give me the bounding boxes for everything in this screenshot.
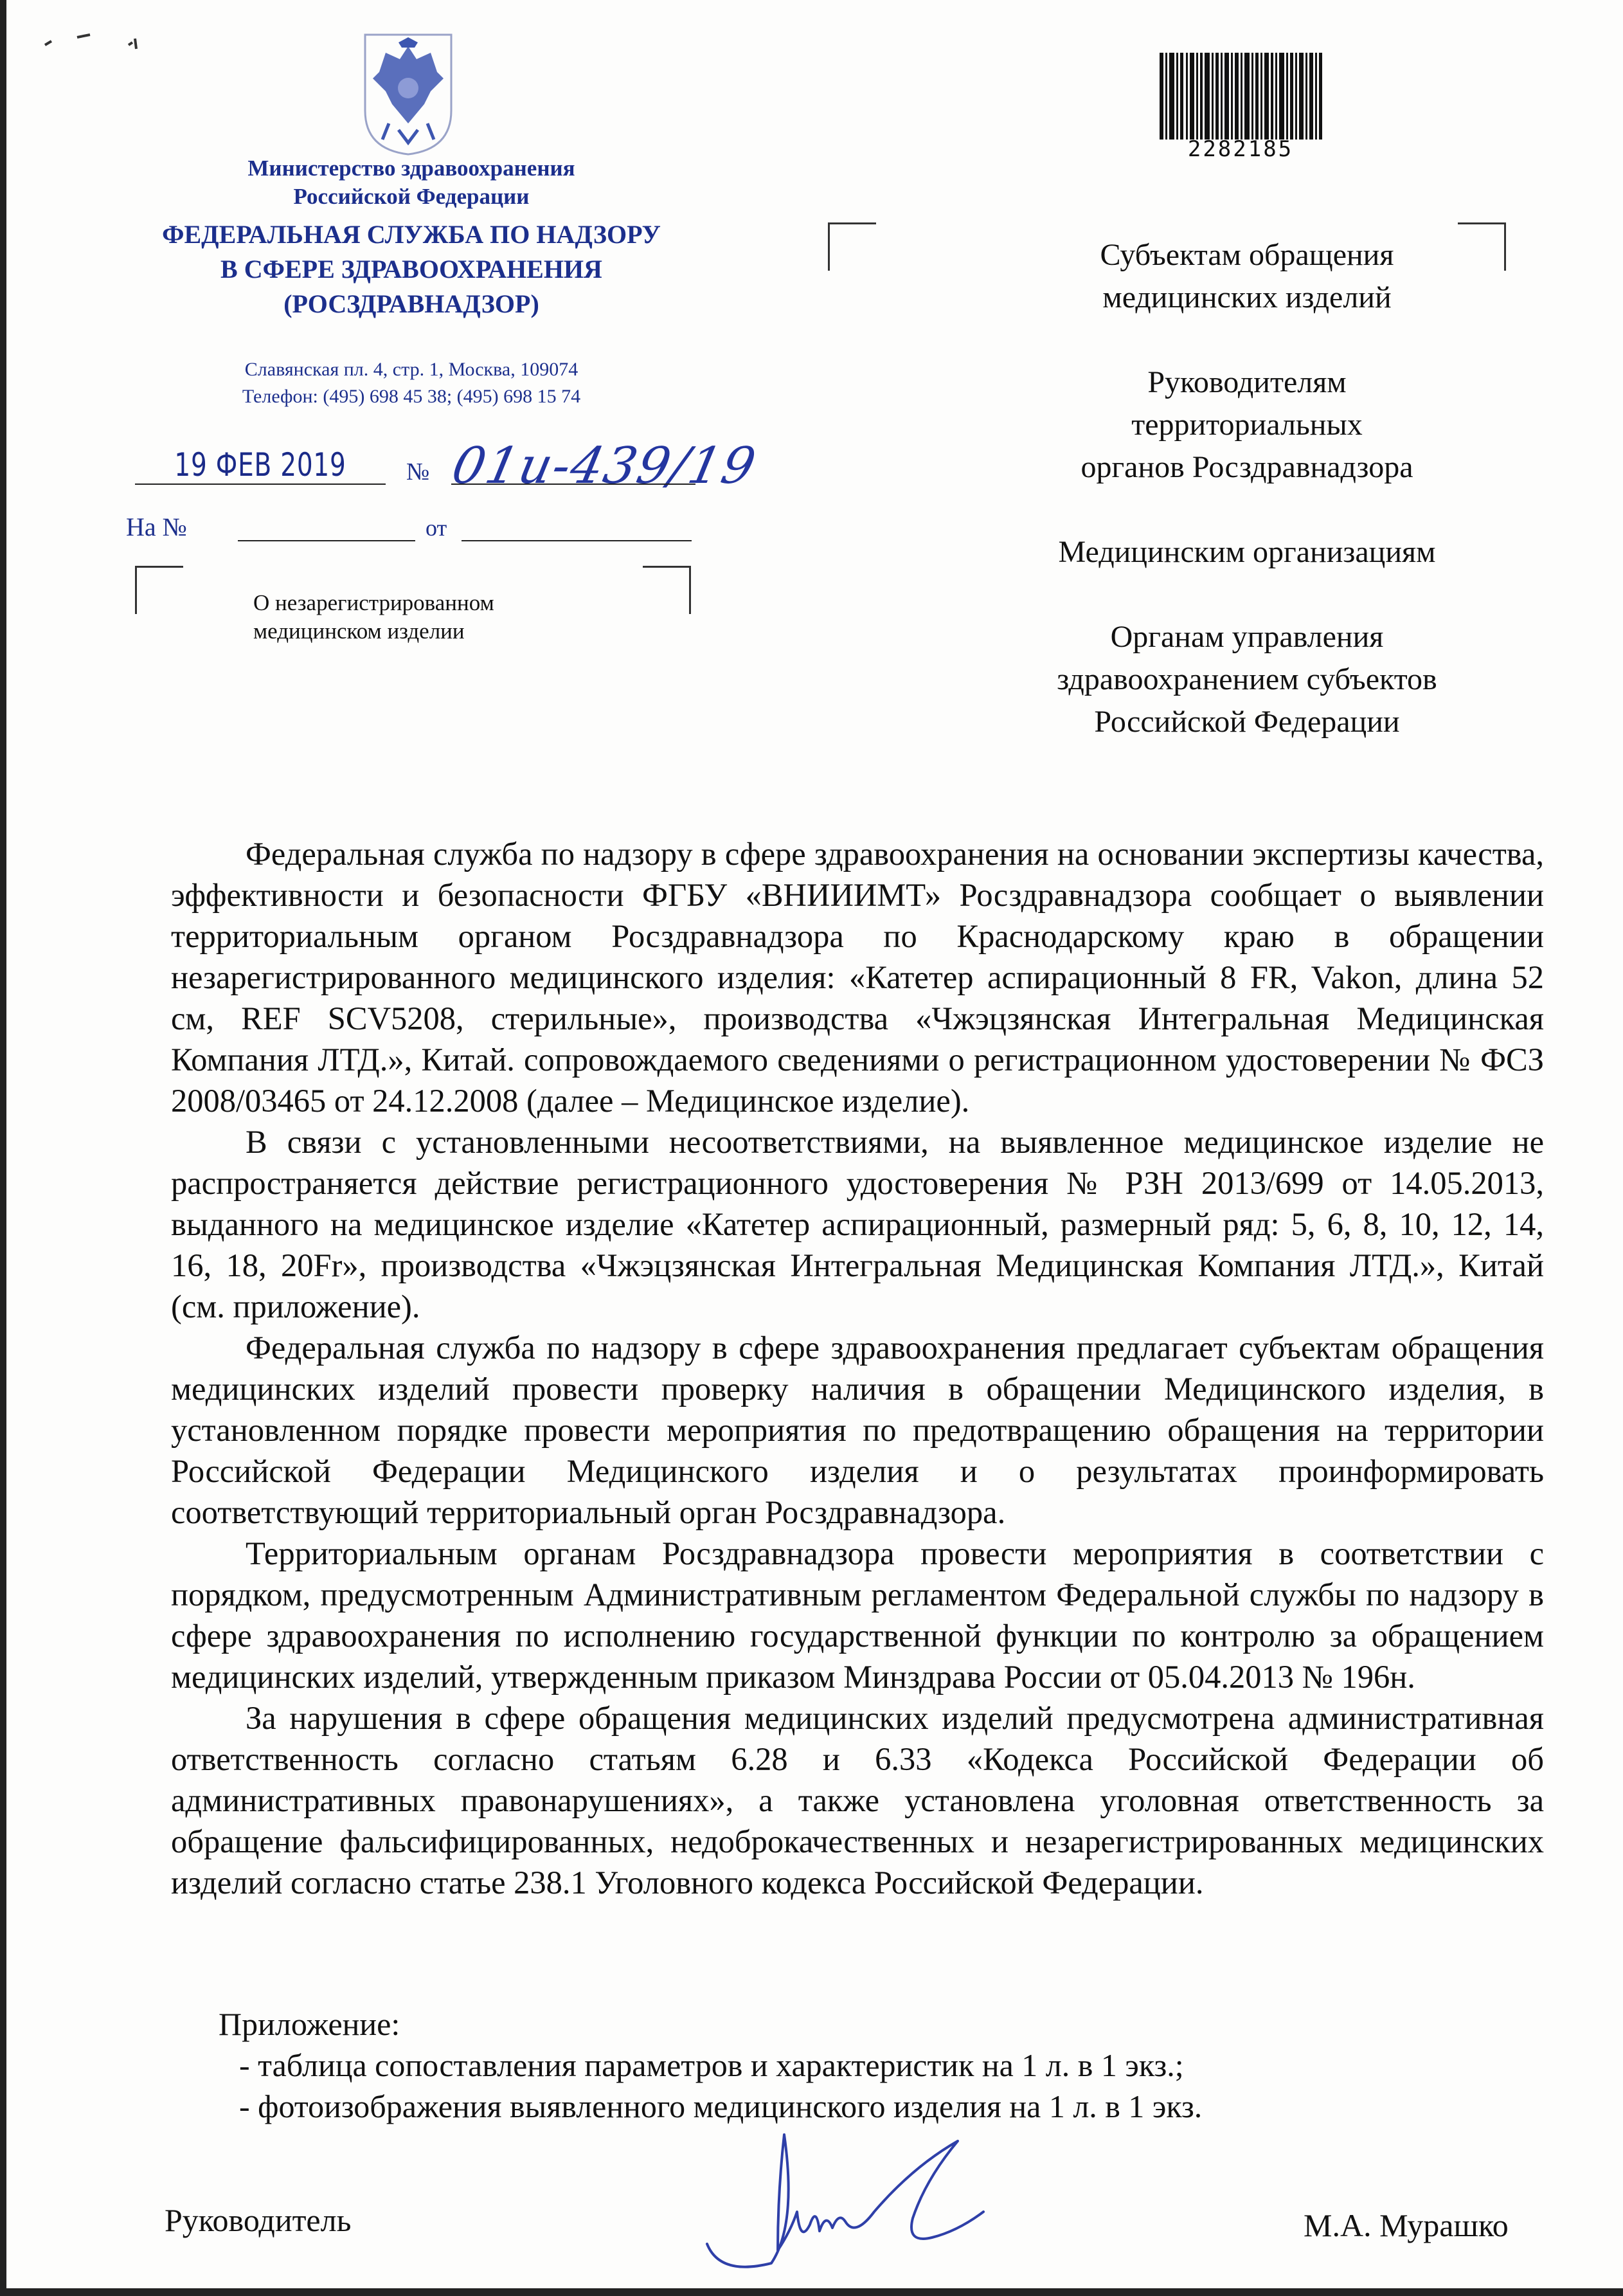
barcode <box>1157 53 1324 140</box>
signatory-role: Руководитель <box>165 2202 352 2238</box>
reference-number-blank <box>238 540 415 541</box>
addressee-line: Субъектам обращения <box>1100 238 1394 272</box>
addressee-line: Руководителям <box>1147 365 1347 399</box>
addressee-line: Медицинским организациям <box>1058 535 1436 569</box>
reference-from-label: от <box>426 515 447 541</box>
body-paragraph: Территориальным органам Росздравнадзора провести мероприятия в соответствии с порядком, предусмотренным Административным регламентом Федеральной службы по надзору в сфере здравоохранения по исполнению государственной функции по контролю за обращением медицинских изделий, утвержденным приказом Минздрава России от 05.04.2013 № 196н. <box>171 1535 1544 1695</box>
ministry-line: Министерство здравоохранения <box>247 156 575 181</box>
agency-line: В СФЕРЕ ЗДРАВООХРАНЕНИЯ <box>220 255 602 284</box>
addressee-item <box>951 361 1543 489</box>
addressee-item <box>951 616 1543 743</box>
appendix-item: - таблица сопоставления параметров и характеристик на 1 л. в 1 экз.; <box>239 2047 1184 2083</box>
letter-subject <box>253 589 587 646</box>
agency-name <box>116 217 707 321</box>
appendix <box>219 2003 1543 2127</box>
registration-date-stamp: 19 ФЕВ 2019 <box>174 446 346 484</box>
body-paragraph: В связи с установленными несоответствиями, на выявленное медицинское изделие не распространяется действие регистрационного удостоверения № РЗН 2013/699 от 14.05.2013, выданного на медицинское изделие «Катетер аспирационный, размерный ряд: 5, 6, 8, 10, 12, 14, 16, 18, 20Fr», производства «Чжэцзянская Интегральная Медицинская Компания ЛТД.», Китай (см. приложение). <box>171 1124 1544 1324</box>
addressee-line: органов Росздравнадзора <box>1081 450 1413 484</box>
appendix-item: - фотоизображения выявленного медицинского изделия на 1 л. в 1 экз. <box>239 2088 1203 2124</box>
agency-line: (РОСЗДРАВНАДЗОР) <box>283 289 539 318</box>
agency-line: ФЕДЕРАЛЬНАЯ СЛУЖБА ПО НАДЗОРУ <box>162 220 661 249</box>
addressee-bracket-left <box>828 222 876 271</box>
signatory-name: М.А. Мурашко <box>1304 2207 1509 2243</box>
addressee-line: медицинских изделий <box>1102 280 1392 314</box>
addressee-line: территориальных <box>1131 408 1363 442</box>
date-underline <box>135 484 386 485</box>
addressee-line: Органам управления <box>1110 620 1384 654</box>
letter-body <box>171 833 1544 1903</box>
address-line: Телефон: (495) 698 45 38; (495) 698 15 74 <box>242 386 581 407</box>
ministry-name <box>116 154 707 211</box>
addressee-item <box>951 234 1543 319</box>
subject-bracket-right <box>643 566 691 614</box>
number-label: № <box>406 458 430 485</box>
scan-marks <box>39 19 167 58</box>
barcode-number: 2282185 <box>1187 136 1294 162</box>
body-paragraph: Федеральная служба по надзору в сфере здравоохранения предлагает субъектам обращения медицинских изделий провести проверку наличия в обращении Медицинского изделия, в установленном порядке провести мероприятия по предотвращению обращения на территории Российской Федерации Медицинского изделия и о результатах проинформировать соответствующий территориальный орган Росздравнадзора. <box>171 1330 1544 1530</box>
coat-of-arms-emblem <box>360 27 456 156</box>
ministry-line: Российской Федерации <box>293 184 530 209</box>
subject-bracket-left <box>135 566 183 614</box>
appendix-title: Приложение: <box>219 2006 400 2042</box>
addressee-list <box>951 234 1543 786</box>
addressee-line: Российской Федерации <box>1094 705 1400 739</box>
agency-address <box>116 356 707 410</box>
body-paragraph: За нарушения в сфере обращения медицинских изделий предусмотрена административная ответственность согласно статьям 6.28 и 6.33 «Кодекса Российской Федерации об административных правонарушениях», а также установлена уголовная ответственность за обращение фальсифицированных, недоброкачественных и незарегистрированных медицинских изделий согласно статье 238.1 Уголовного кодекса Российской Федерации. <box>171 1700 1544 1901</box>
reference-date-blank <box>462 540 692 541</box>
addressee-line: здравоохранением субъектов <box>1057 662 1437 696</box>
subject-line: О незарегистрированном <box>253 590 494 615</box>
subject-line: медицинском изделии <box>253 619 465 644</box>
number-underline <box>451 484 695 485</box>
addressee-item <box>951 531 1543 574</box>
body-paragraph: Федеральная служба по надзору в сфере здравоохранения на основании экспертизы качества, эффективности и безопасности ФГБУ «ВНИИИМТ» Росздравнадзора сообщает о выявлении территориальным органом Росздравнадзора по Краснодарскому краю в обращении незарегистрированного медицинского изделия: «Катетер аспирационный 8 FR, Vakon, длина 52 см, REF SCV5208, стерильные», производства «Чжэцзянская Интегральная Медицинская Компания ЛТД.», Китай. сопровождаемого сведениями о регистрационном удостоверении № ФСЗ 2008/03465 от 24.12.2008 (далее – Медицинское изделие). <box>171 836 1544 1119</box>
reference-number-label: На № <box>126 512 187 541</box>
registration-number-handwritten: 01u-439/19 <box>447 437 762 495</box>
address-line: Славянская пл. 4, стр. 1, Москва, 109074 <box>244 359 578 380</box>
handwritten-signature <box>681 2115 1003 2276</box>
